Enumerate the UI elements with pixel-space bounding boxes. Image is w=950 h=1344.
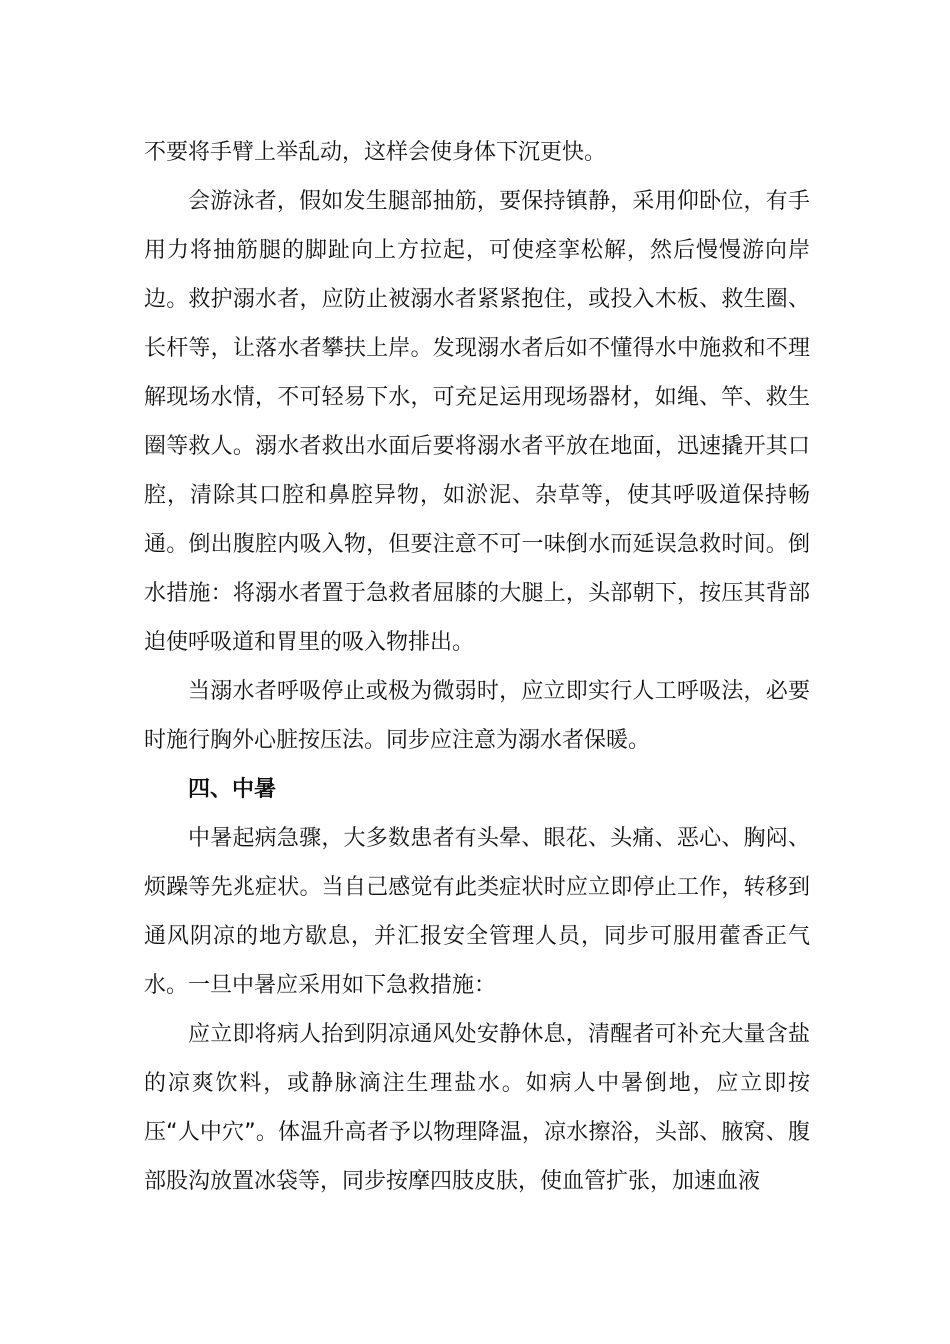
- paragraph-cramp-rescue: 会游泳者，假如发生腿部抽筋，要保持镇静，采用仰卧位，有手用力将抽筋腿的脚趾向上方拉起，可使痉挛松解，然后慢慢游向岸边。救护溺水者，应防止被溺水者紧紧抱住，或投入木板、救生圈、长杆等，让落水者攀扶上岸。发现溺水者后如不懂得水中施救和不理解现场水情，不可轻易下水，可充足运用现场器材，如绳、竿、救生圈等救人。溺水者救出水面后要将溺水者平放在地面，迅速撬开其口腔，清除其口腔和鼻腔异物，如淤泥、杂草等，使其呼吸道保持畅通。倒出腹腔内吸入物，但要注意不可一味倒水而延误急救时间。倒水措施：将溺水者置于急救者屈膝的大腿上，头部朝下，按压其背部迫使呼吸道和胃里的吸入物排出。: [144, 189, 810, 655]
- paragraph-heatstroke-first-aid: 应立即将病人抬到阴凉通风处安静休息，清醒者可补充大量含盐的凉爽饮料，或静脉滴注生理盐水。如病人中暑倒地，应立即按压“人中穴”。体温升高者予以物理降温，凉水擦浴，头部、腋窝、腹部股沟放置冰袋等，同步按摩四肢皮肤，使血管扩张，加速血液: [144, 1022, 810, 1194]
- paragraph-drowning-continued: 不要将手臂上举乱动，这样会使身体下沉更快。: [144, 140, 607, 165]
- document-body: [144, 128, 810, 1206]
- paragraph-artificial-respiration: 当溺水者呼吸停止或极为微弱时，应立即实行人工呼吸法，必要时施行胸外心脏按压法。同步应注意为溺水者保暖。: [144, 679, 810, 753]
- paragraph-heatstroke-symptoms: 中暑起病急骤，大多数患者有头晕、眼花、头痛、恶心、胸闷、烦躁等先兆症状。当自己感觉有此类症状时应立即停止工作，转移到通风阴凉的地方歇息，并汇报安全管理人员，同步可服用藿香正气水。一旦中暑应采用如下急救措施：: [144, 826, 810, 998]
- section-heading-heatstroke: 四、中暑: [188, 777, 277, 802]
